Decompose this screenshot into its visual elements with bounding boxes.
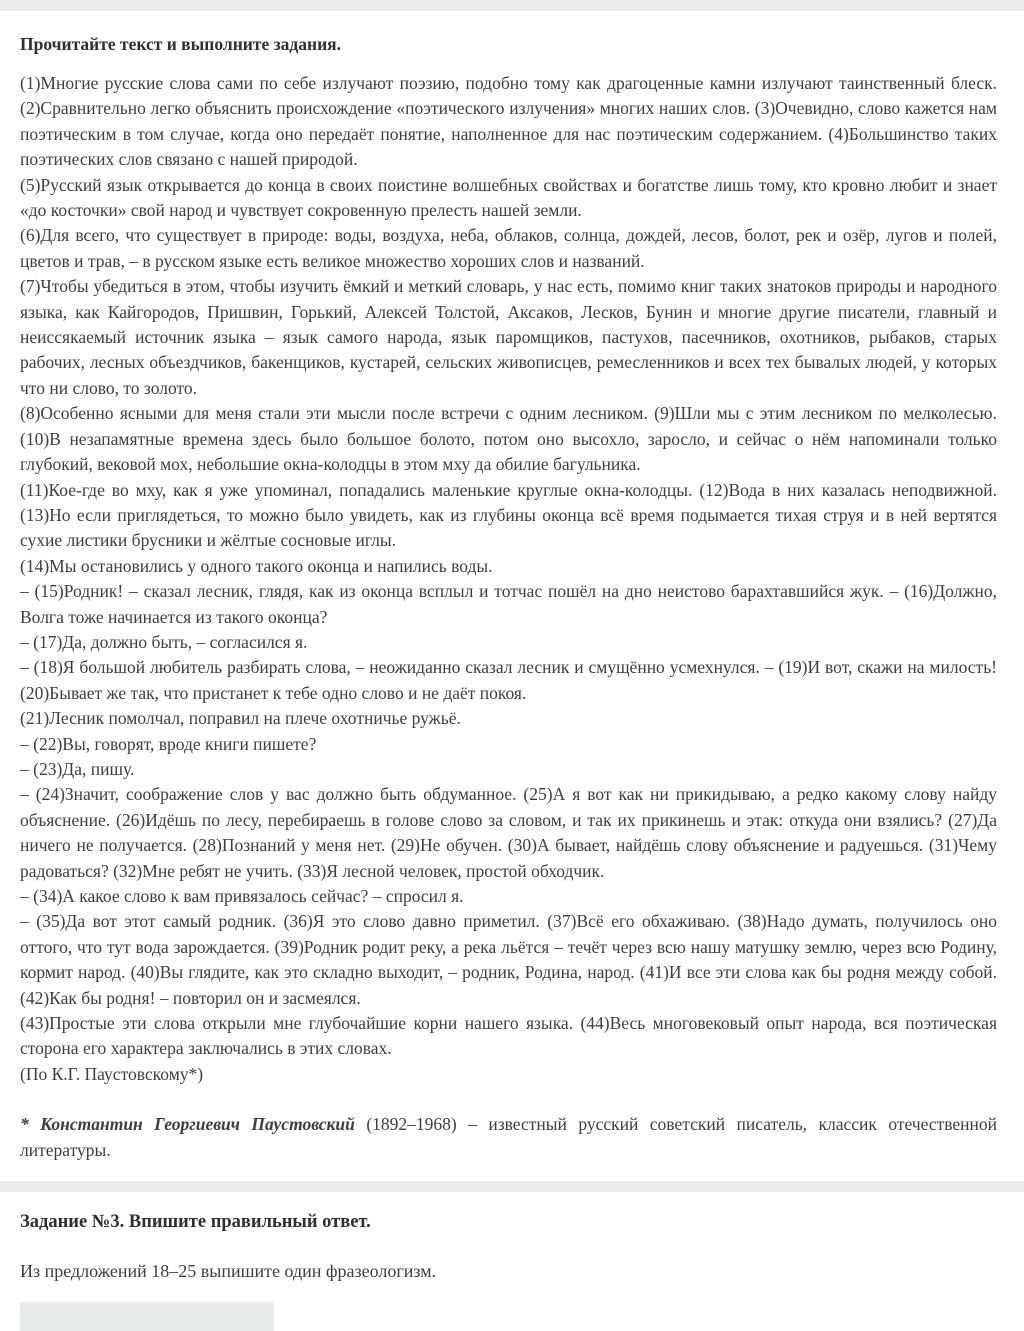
footnote-author: Константин Георгиевич Паустовский (40, 1114, 355, 1135)
article-paragraph: (8)Особенно ясными для меня стали эти мысли после встречи с одним лесником. (9)Шли мы с этим лесником по мелколесью. (10)В незапамятные времена здесь было большое болото, потом оно высохло, заросло, и сейчас о нём напоминали только глубокий, вековой мох, небольшие окна-колодцы в этом мху да обилие багульника. (20, 403, 997, 475)
article-paragraph: – (22)Вы, говорят, вроде книги пишете? (20, 733, 317, 754)
article-paragraph: – (18)Я большой любитель разбирать слова, – неожиданно сказал лесник и смущённо усмехнулся. – (19)И вот, скажи на милость! (20)Бывает же так, что пристанет к тебе одно слово и не даёт покоя. (20, 657, 997, 703)
paragraphs-container (20, 71, 997, 1087)
section-divider-band (0, 1181, 1024, 1192)
article-paragraph: (По К.Г. Паустовскому*) (20, 1063, 204, 1084)
article-paragraph: (43)Простые эти слова открыли мне глубочайшие корни нашего языка. (44)Весь многовековый опыт народа, вся поэтическая сторона его характера заключались в этих словах. (20, 1013, 997, 1059)
article-paragraph: (5)Русский язык открывается до конца в своих поистине волшебных свойствах и богатстве лишь тому, кто кровно любит и знает «до косточки» свой народ и чувствует сокровенную прелесть нашей земли. (20, 174, 997, 221)
article-paragraph: – (17)Да, должно быть, – согласился я. (20, 631, 308, 652)
task-question: Из предложений 18–25 выпишите один фразеологизм. (20, 1261, 437, 1282)
article-paragraph: (11)Кое-где во мху, как я уже упоминал, попадались маленькие круглые окна-колодцы. (12)Вода в них казалась неподвижной. (13)Но если приглядеться, то можно было увидеть, как из глубины оконца всё время подымается тихая струя и в ней вертятся сухие листики брусники и жёлтые сосновые иглы. (20, 479, 997, 551)
article-paragraph: – (15)Родник! – сказал лесник, глядя, как из оконца всплыл и тотчас пошёл на дно неистово барахтавшийся жук. – (16)Должно, Волга тоже начинается из такого оконца? (20, 581, 997, 627)
top-divider-band (0, 0, 1024, 11)
task-section (0, 1209, 1024, 1331)
article-paragraph: (21)Лесник помолчал, поправил на плече охотничье ружьё. (20, 708, 461, 729)
article-paragraph: (1)Многие русские слова сами по себе излучают поэзию, подобно тому как драгоценные камни излучают таинственный блеск. (2)Сравнительно легко объяснить происхождение «поэтического излучения» многих наших слов. (3)Очевидно, слово кажется нам поэтическим в том случае, когда оно передаёт понятие, наполненное для нас поэтическим содержанием. (4)Большинство таких поэтических слов связано с нашей природой. (20, 73, 997, 170)
task-heading: Задание №3. Впишите правильный ответ. (20, 1212, 371, 1233)
reading-text (20, 71, 997, 1163)
article-paragraph: – (24)Значит, соображение слов у вас должно быть обдуманное. (25)А я вот как ни прикидываю, а редко какому слову найду объяснение. (26)Идёшь по лесу, перебираешь в голове слово за словом, и так их прикинешь и этак: откуда они взялись? (27)Да ничего не получается. (28)Познаний у меня нет. (29)Не обучен. (30)А бывает, найдёшь слову объяснение и радуешься. (31)Чему радоваться? (32)Мне ребят не учить. (33)Я лесной человек, простой обходчик. (20, 784, 997, 881)
footnote (20, 1112, 997, 1163)
footnote-marker: * (20, 1114, 41, 1135)
article-paragraph: (6)Для всего, что существует в природе: воды, воздуха, неба, облаков, солнца, дождей, лесов, болот, рек и озёр, лугов и полей, цветов и трав, – в русском языке есть великое множество хороших слов и названий. (20, 225, 997, 271)
footnote-text: (1892–1968) – известный русский советский писатель, классик отечественной литературы. (20, 1114, 998, 1160)
instruction-heading: Прочитайте текст и выполните задания. (20, 34, 342, 54)
article-paragraph: – (23)Да, пишу. (20, 758, 135, 779)
article-paragraph: (7)Чтобы убедиться в этом, чтобы изучить ёмкий и меткий словарь, у нас есть, помимо книг таких знатоков природы и народного языка, как Кайгородов, Пришвин, Горький, Алексей Толстой, Аксаков, Лесков, Бунин и многие другие писатели, главный и неиссякаемый источник языка – язык самого народа, язык паромщиков, пастухов, пасечников, охотников, рыбаков, старых рабочих, лесных объездчиков, бакенщиков, кустарей, сельских живописцев, ремесленников и всех тех бывалых людей, у которых что ни слово, то золото. (20, 276, 997, 398)
article-paragraph: – (34)А какое слово к вам привязалось сейчас? – спросил я. (20, 886, 464, 906)
article-paragraph: – (35)Да вот этот самый родник. (36)Я это слово давно приметил. (37)Всё его обхаживаю. (38)Надо думать, получилось оно оттого, что тут вода зарождается. (39)Родник родит реку, а река льётся – течёт через всю нашу матушку землю, через всю Родину, кормит народ. (40)Вы глядите, как это складно выходит, – родник, Родина, народ. (41)И все эти слова как бы родня между собой. (42)Как бы родня! – повторил он и засмеялся. (20, 911, 997, 1008)
article-paragraph: (14)Мы остановились у одного такого оконца и напились воды. (20, 555, 493, 576)
reading-page (0, 32, 1024, 1163)
